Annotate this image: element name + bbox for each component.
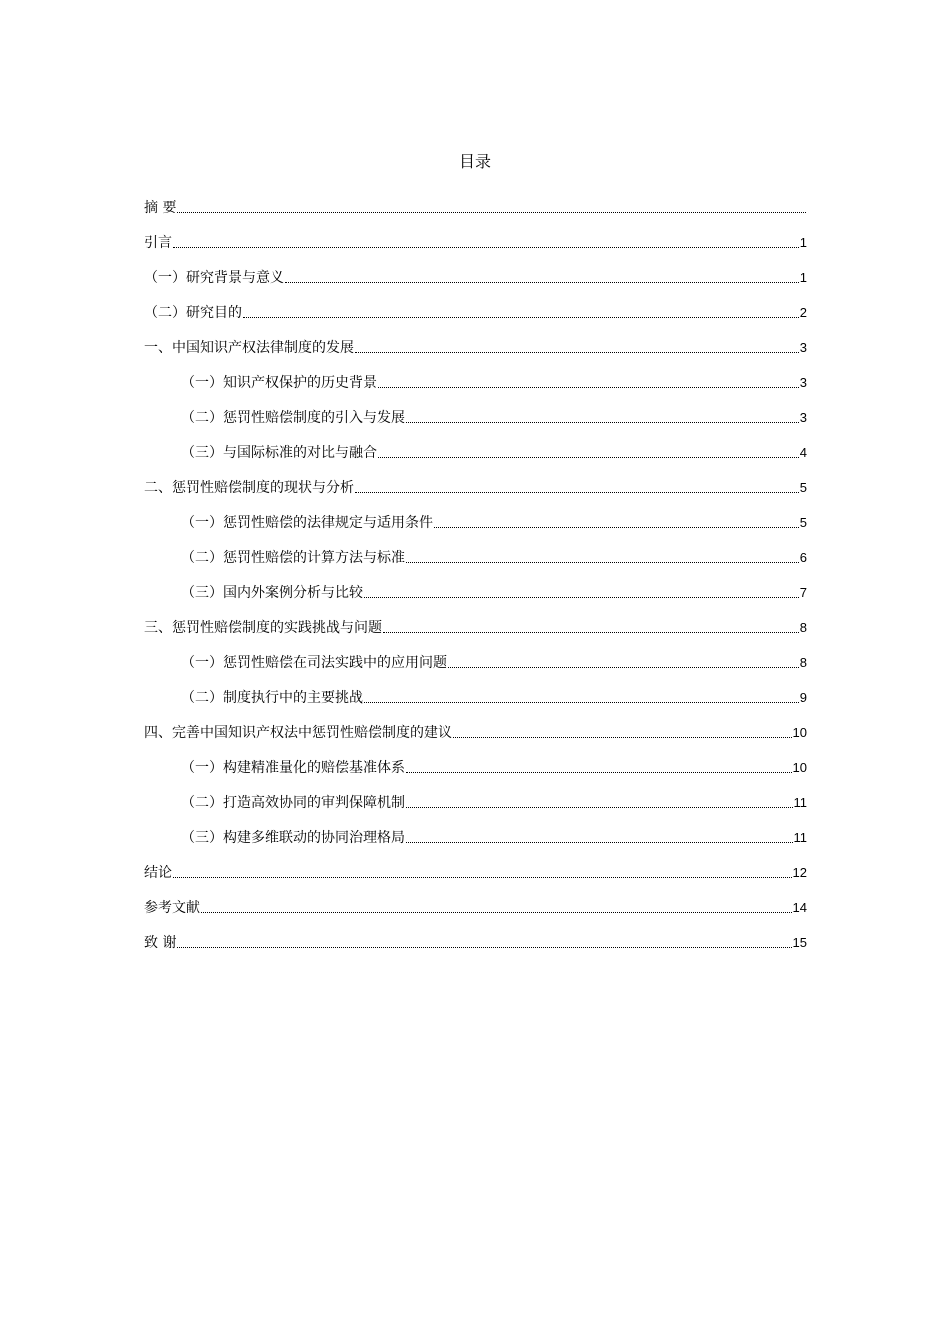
toc-entry-section-3-1[interactable]: [144, 639, 807, 674]
toc-entry-label: （三）与国际标准的对比与融合: [181, 445, 377, 461]
toc-dot-leader: [406, 772, 792, 773]
toc-entry-page: 4: [799, 445, 807, 460]
toc-dot-leader: [201, 912, 792, 913]
toc-dot-leader: [383, 632, 799, 633]
toc-entry-chapter-2[interactable]: [144, 464, 807, 499]
toc-dot-leader: [406, 807, 793, 808]
toc-entry-chapter-3[interactable]: [144, 604, 807, 639]
toc-entry-acknowledgements[interactable]: [144, 919, 807, 954]
toc-entry-section-4-2[interactable]: [144, 779, 807, 814]
toc-entry-research-purpose[interactable]: [144, 289, 807, 324]
toc-entry-section-4-3[interactable]: [144, 814, 807, 849]
toc-entry-conclusion[interactable]: [144, 849, 807, 884]
toc-entry-section-2-2[interactable]: [144, 534, 807, 569]
toc-entry-label: （一）构建精准量化的赔偿基准体系: [181, 760, 405, 776]
toc-entry-page: 11: [793, 795, 807, 810]
toc-title: 目录: [458, 152, 491, 171]
toc-entry-introduction[interactable]: [144, 219, 807, 254]
toc-entry-label: （二）惩罚性赔偿的计算方法与标准: [181, 550, 405, 566]
toc-entry-label: 三、惩罚性赔偿制度的实践挑战与问题: [144, 620, 382, 636]
toc-entry-page: 15: [792, 935, 807, 950]
toc-entry-label: 四、完善中国知识产权法中惩罚性赔偿制度的建议: [144, 725, 452, 741]
toc-entry-section-3-2[interactable]: [144, 674, 807, 709]
toc-entry-label: （一）惩罚性赔偿在司法实践中的应用问题: [181, 655, 447, 671]
toc-dot-leader: [364, 702, 799, 703]
toc-entry-section-2-1[interactable]: [144, 499, 807, 534]
toc-dot-leader: [355, 492, 799, 493]
toc-dot-leader: [355, 352, 799, 353]
toc-entry-page: 9: [799, 690, 807, 705]
toc-entry-section-1-1[interactable]: [144, 359, 807, 394]
toc-dot-leader: [406, 422, 799, 423]
toc-entry-page: 6: [799, 550, 807, 565]
toc-entry-label: 参考文献: [144, 900, 200, 916]
toc-entry-abstract[interactable]: [144, 184, 807, 219]
toc-entry-label: （一）知识产权保护的历史背景: [181, 375, 377, 391]
toc-entry-section-1-2[interactable]: [144, 394, 807, 429]
toc-dot-leader: [177, 212, 806, 213]
toc-entry-page: 11: [793, 830, 807, 845]
toc-entry-page: 8: [799, 655, 807, 670]
toc-entry-label: 引言: [144, 235, 172, 251]
toc-entry-references[interactable]: [144, 884, 807, 919]
toc-dot-leader: [448, 667, 799, 668]
toc-entry-label: （一）惩罚性赔偿的法律规定与适用条件: [181, 515, 433, 531]
toc-entry-section-2-3[interactable]: [144, 569, 807, 604]
toc-entry-label: （一）研究背景与意义: [144, 270, 284, 286]
toc-entry-page: 5: [799, 515, 807, 530]
toc-entry-page: 1: [799, 270, 807, 285]
toc-entry-label: （二）研究目的: [144, 305, 242, 321]
toc-dot-leader: [406, 842, 793, 843]
toc-entry-page: 12: [792, 865, 807, 880]
toc-entry-label: （三）国内外案例分析与比较: [181, 585, 363, 601]
toc-dot-leader: [453, 737, 792, 738]
toc-entry-page: 2: [799, 305, 807, 320]
toc-dot-leader: [177, 947, 791, 948]
toc-entry-label: 二、惩罚性赔偿制度的现状与分析: [144, 480, 354, 496]
toc-entry-page: 3: [799, 410, 807, 425]
toc-dot-leader: [406, 562, 799, 563]
toc-entry-page: 1: [799, 235, 807, 250]
toc-entry-research-background[interactable]: [144, 254, 807, 289]
toc-entry-page: 10: [792, 760, 807, 775]
toc-entry-label: （三）构建多维联动的协同治理格局: [181, 830, 405, 846]
toc-entry-page: 3: [799, 375, 807, 390]
toc-dot-leader: [434, 527, 799, 528]
toc-dot-leader: [378, 457, 799, 458]
toc-entry-chapter-1[interactable]: [144, 324, 807, 359]
toc-entry-label: （二）打造高效协同的审判保障机制: [181, 795, 405, 811]
toc-dot-leader: [364, 597, 799, 598]
toc-entry-chapter-4[interactable]: [144, 709, 807, 744]
toc-dot-leader: [378, 387, 799, 388]
toc-entry-page: 3: [799, 340, 807, 355]
toc-entry-page: 5: [799, 480, 807, 495]
toc-entry-label: 一、中国知识产权法律制度的发展: [144, 340, 354, 356]
toc-entry-label: 摘 要: [144, 200, 177, 216]
table-of-contents: [144, 184, 807, 954]
toc-entry-label: （二）惩罚性赔偿制度的引入与发展: [181, 410, 405, 426]
toc-entry-label: 结论: [144, 865, 172, 881]
toc-entry-page: 10: [792, 725, 807, 740]
toc-dot-leader: [243, 317, 799, 318]
toc-dot-leader: [173, 247, 799, 248]
toc-entry-page: 8: [799, 620, 807, 635]
toc-entry-page: 14: [792, 900, 807, 915]
toc-entry-label: 致 谢: [144, 935, 177, 951]
toc-dot-leader: [173, 877, 792, 878]
toc-entry-label: （二）制度执行中的主要挑战: [181, 690, 363, 706]
toc-entry-page: 7: [799, 585, 807, 600]
toc-entry-section-1-3[interactable]: [144, 429, 807, 464]
toc-dot-leader: [285, 282, 799, 283]
toc-entry-section-4-1[interactable]: [144, 744, 807, 779]
